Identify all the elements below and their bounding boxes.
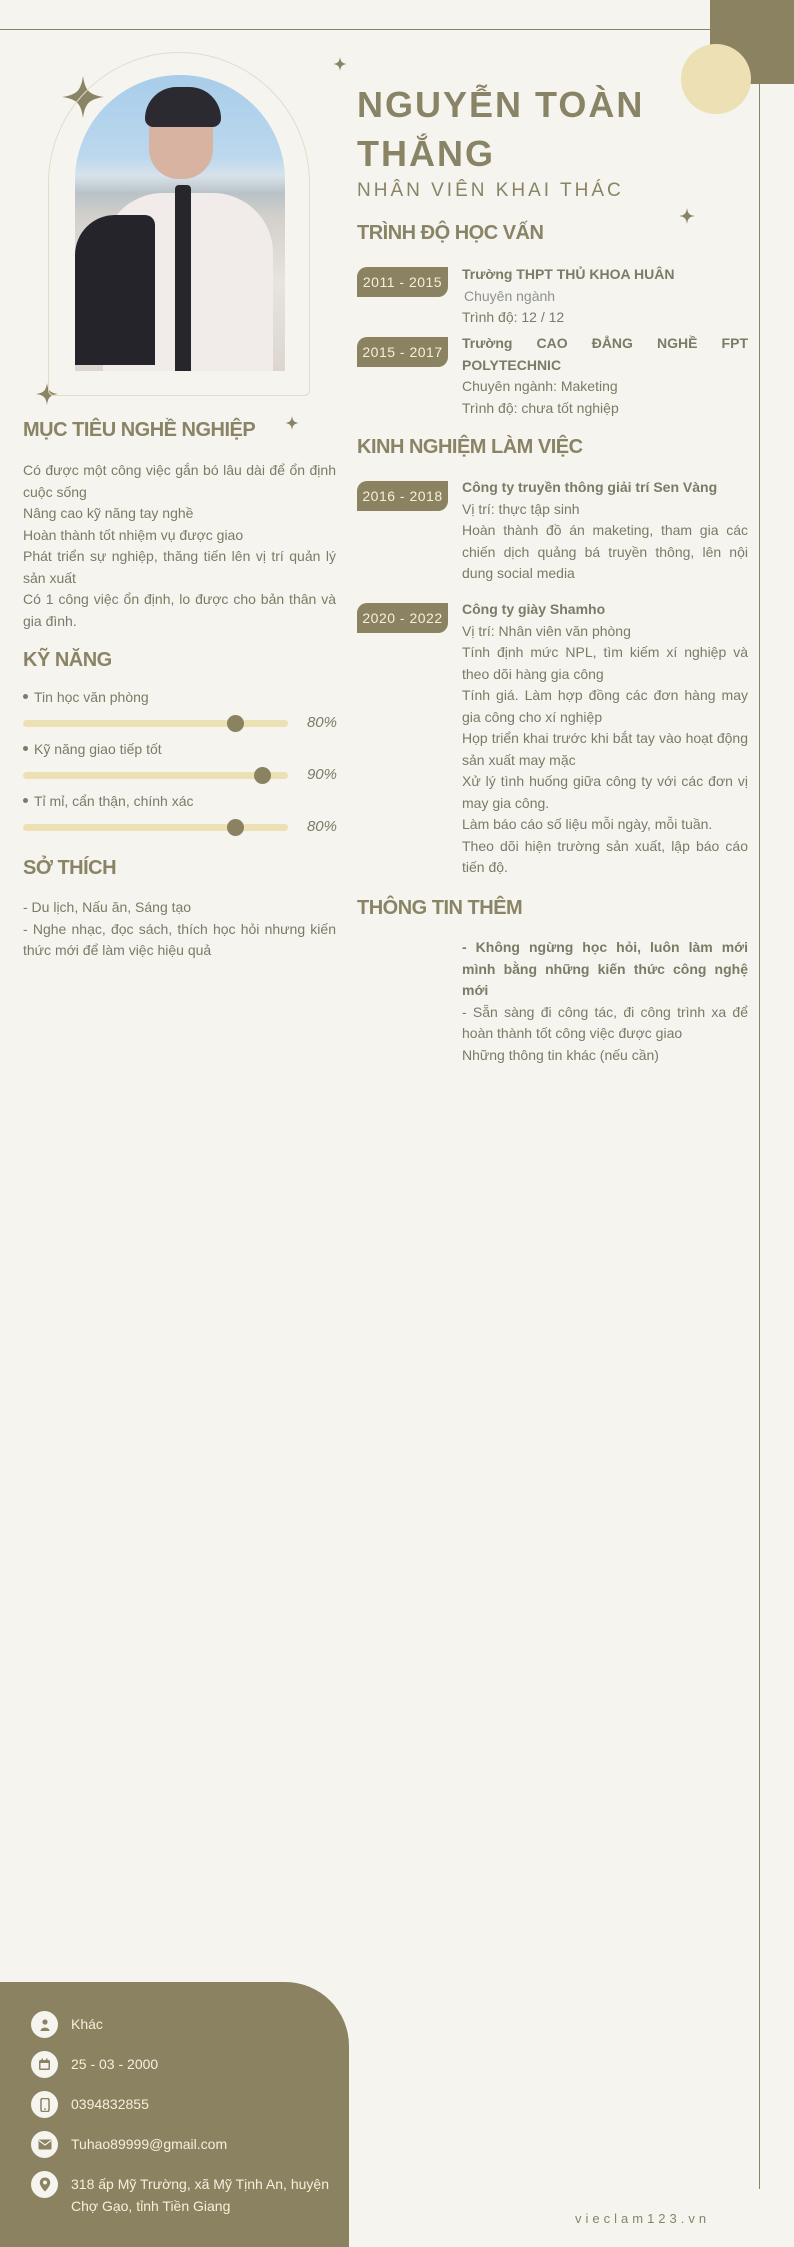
job-detail: Tính giá. Làm hợp đồng các đơn hàng may gia công cho xí nghiệp: [462, 687, 748, 725]
experience-title: KINH NGHIỆM LÀM VIỆC: [357, 436, 583, 458]
hobby-line: - Du lịch, Nấu ăn, Sáng tạo: [23, 899, 192, 915]
objective-line: Phát triển sự nghiệp, thăng tiến lên vị trí quản lý sản xuất: [23, 548, 336, 586]
skill-label: Kỹ năng giao tiếp tốt: [23, 741, 162, 757]
job-position: Vị trí: Nhân viên văn phòng: [462, 622, 631, 639]
extra-line: - Sẵn sàng đi công tác, đi công trình xa để hoàn thành tốt công việc được giao: [462, 1003, 748, 1041]
job-detail: Họp triển khai trước khi bắt tay vào hoạt động sản xuất may mặc: [462, 730, 748, 768]
school-name: Trường THPT THỦ KHOA HUÂN: [462, 266, 675, 282]
objective-line: Nâng cao kỹ năng tay nghề: [23, 505, 194, 521]
skill-level-knob: [254, 767, 271, 784]
candidate-name: NGUYỄN TOÀN THẮNG: [357, 84, 645, 174]
education-period: 2015 - 2017: [357, 337, 448, 367]
company-name: Công ty truyền thông giải trí Sen Vàng: [462, 479, 718, 495]
skill-label: Tin học văn phòng: [23, 689, 149, 705]
contact-gender: Khác: [31, 2011, 341, 2038]
site-watermark: vieclam123.vn: [575, 2211, 711, 2226]
sparkle-icon: [285, 416, 299, 430]
extra-line: Những thông tin khác (nếu cần): [462, 1046, 659, 1063]
education-entry: [462, 333, 748, 419]
experience-period: 2020 - 2022: [357, 603, 448, 633]
skill-level-knob: [227, 715, 244, 732]
calendar-icon: [31, 2051, 58, 2078]
phone-icon: [31, 2091, 58, 2118]
education-level: Trình độ: chưa tốt nghiệp: [462, 399, 619, 416]
contact-address: 318 ấp Mỹ Trường, xã Mỹ Tịnh An, huyện Chợ Gạo, tỉnh Tiền Giang: [31, 2171, 341, 2217]
school-name: Trường CAO ĐẲNG NGHỀ FPT POLYTECHNIC: [462, 335, 748, 373]
job-detail: Theo dõi hiện trường sản xuất, lập báo cáo tiến độ.: [462, 837, 748, 875]
profile-photo: [75, 75, 285, 371]
job-position: Vị trí: thực tập sinh: [462, 500, 580, 517]
contact-birthday: 25 - 03 - 2000: [31, 2051, 341, 2078]
sparkle-icon: [333, 57, 347, 71]
hobbies-text: [23, 897, 336, 962]
skill-percent: 80%: [306, 714, 337, 731]
education-title: TRÌNH ĐỘ HỌC VẤN: [357, 222, 544, 244]
job-detail: Xử lý tình huống giữa công ty với các đơn vị may gia công.: [462, 773, 748, 811]
extra-title: THÔNG TIN THÊM: [357, 897, 523, 919]
skill-label: Tỉ mỉ, cẩn thận, chính xác: [23, 793, 194, 809]
extra-entry: [462, 937, 748, 1066]
extra-highlight: - Không ngừng học hỏi, luôn làm mới mình bằng những kiến thức công nghệ mới: [462, 939, 748, 998]
job-detail: Hoàn thành đồ án maketing, tham gia các chiến dịch quảng bá truyền thông, lên nội dung social media: [462, 522, 748, 581]
gender-icon: [31, 2011, 58, 2038]
sparkle-icon: [679, 208, 695, 224]
skill-bar: [23, 824, 288, 831]
objective-line: Có 1 công việc ổn định, lo được cho bản thân và gia đình.: [23, 591, 336, 629]
skill-bar: [23, 720, 288, 727]
job-detail: Tính định mức NPL, tìm kiếm xí nghiệp và theo dõi hàng gia công: [462, 644, 748, 682]
hobby-line: - Nghe nhạc, đọc sách, thích học hỏi nhưng kiến thức mới để làm việc hiệu quả: [23, 920, 336, 958]
education-entry: [462, 264, 748, 329]
mail-icon: [31, 2131, 58, 2158]
company-name: Công ty giày Shamho: [462, 601, 606, 617]
contact-email: Tuhao89999@gmail.com: [31, 2131, 341, 2158]
experience-entry: [462, 599, 748, 879]
skills-title: KỸ NĂNG: [23, 649, 112, 671]
education-major: Chuyên ngành: Maketing: [462, 378, 618, 394]
objective-text: [23, 460, 336, 632]
objective-line: Hoàn thành tốt nhiệm vụ được giao: [23, 526, 244, 543]
education-level: Trình độ: 12 / 12: [462, 309, 565, 325]
candidate-role: NHÂN VIÊN KHAI THÁC: [357, 180, 624, 201]
objective-title: MỤC TIÊU NGHỀ NGHIỆP: [23, 419, 256, 441]
job-detail: Làm báo cáo số liệu mỗi ngày, mỗi tuần.: [462, 816, 713, 832]
skill-percent: 90%: [306, 766, 337, 783]
education-major: Chuyên ngành: [464, 287, 556, 304]
skill-bar: [23, 772, 288, 779]
location-icon: [31, 2171, 58, 2198]
skill-percent: 80%: [306, 818, 337, 835]
hobbies-title: SỞ THÍCH: [23, 857, 117, 879]
experience-period: 2016 - 2018: [357, 481, 448, 511]
objective-line: Có được một công việc gắn bó lâu dài để ổn định cuộc sống: [23, 462, 336, 500]
skill-level-knob: [227, 819, 244, 836]
education-period: 2011 - 2015: [357, 267, 448, 297]
experience-entry: [462, 477, 748, 585]
contact-phone: 0394832855: [31, 2091, 341, 2118]
